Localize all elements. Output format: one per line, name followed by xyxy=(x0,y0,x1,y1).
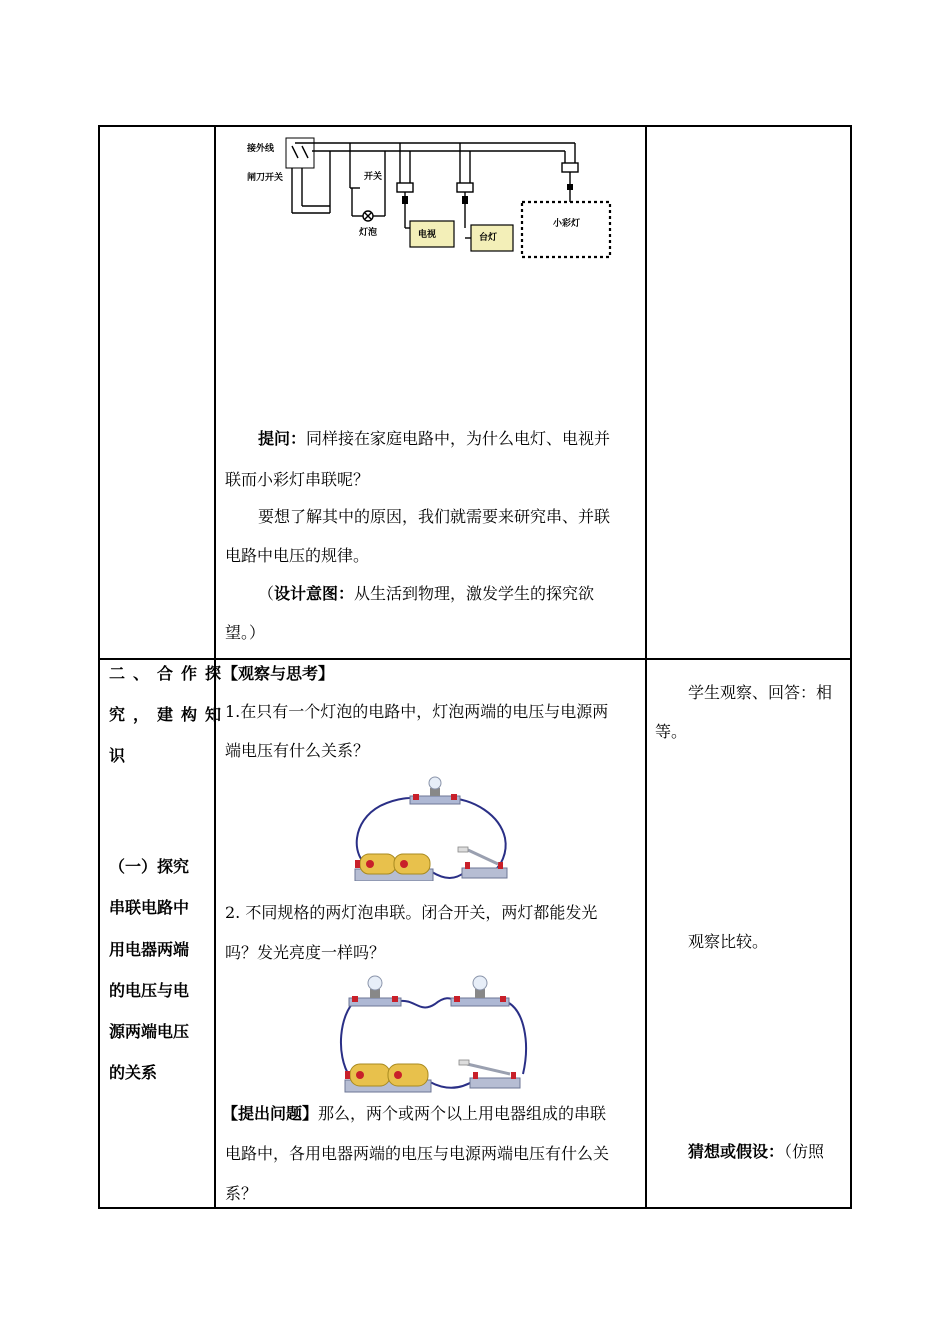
ask-question-line-1: 那么，两个或两个以上用电器组成的串联 xyxy=(318,1104,607,1123)
subsection-line-2: 串联电路中 xyxy=(109,898,190,917)
hypothesis-text: （仿照 xyxy=(784,1142,825,1161)
subsection-line-6: 的关系 xyxy=(109,1063,158,1082)
label-tv: 电视 xyxy=(418,230,437,240)
observe-heading: 【观察与思考】 xyxy=(222,664,335,683)
question-2-line-1: 2. 不同规格的两灯泡串联。闭合开关，两灯都能发光 xyxy=(225,903,598,922)
design-intent-paragraph xyxy=(258,584,594,604)
two-bulb-series-circuit xyxy=(335,974,535,1094)
ask-question-line-2: 电路中，各用电器两端的电压与电源两端电压有什么关 xyxy=(225,1144,610,1163)
question-1-line-1: 1.在只有一个灯泡的电路中，灯泡两端的电压与电源两 xyxy=(225,702,609,721)
design-open-paren: （ xyxy=(258,584,275,603)
question-1-line-2: 端电压有什么关系？ xyxy=(225,741,370,760)
ask-question-label: 【提出问题】 xyxy=(222,1104,319,1123)
hypothesis-paragraph xyxy=(688,1142,824,1162)
ask-question-paragraph xyxy=(222,1104,606,1124)
section-title-line-1: 二、合作探 xyxy=(109,664,230,683)
paragraph-line-2: 电路中电压的规律。 xyxy=(225,546,370,565)
column-divider-2 xyxy=(645,127,647,1207)
question-label: 提问： xyxy=(258,429,307,448)
question-2-line-2: 吗？发光亮度一样吗？ xyxy=(225,943,386,962)
row-divider xyxy=(100,658,850,660)
hypothesis-label: 猜想或假设： xyxy=(688,1142,785,1161)
label-outside-line: 接外线 xyxy=(247,144,275,154)
question-line-1: 同样接在家庭电路中，为什么电灯、电视并 xyxy=(306,429,611,448)
subsection-line-3: 用电器两端 xyxy=(109,940,190,959)
section-title-line-3: 识 xyxy=(109,746,126,765)
household-circuit-diagram xyxy=(240,128,620,268)
design-intent-label: 设计意图： xyxy=(274,584,355,603)
label-knife-switch: 闸刀开关 xyxy=(247,173,284,183)
label-desk-lamp: 台灯 xyxy=(479,233,498,243)
observe-compare: 观察比较。 xyxy=(688,932,769,951)
ask-question-line-3: 系？ xyxy=(225,1184,258,1203)
design-intent-line-1: 从生活到物理，激发学生的探究欲 xyxy=(354,584,595,603)
single-bulb-circuit xyxy=(350,776,520,881)
student-answer-line-2: 等。 xyxy=(655,722,688,741)
paragraph-line-1: 要想了解其中的原因，我们就需要来研究串、并联 xyxy=(258,507,611,526)
question-line-2: 联而小彩灯串联呢？ xyxy=(225,470,370,489)
subsection-line-4: 的电压与电 xyxy=(109,981,190,1000)
label-switch: 开关 xyxy=(364,172,383,182)
student-answer-line-1: 学生观察、回答：相 xyxy=(688,683,833,702)
question-paragraph xyxy=(258,429,610,449)
subsection-line-1: （一）探究 xyxy=(109,857,190,876)
label-small-lights: 小彩灯 xyxy=(553,219,581,229)
design-intent-line-2: 望。） xyxy=(225,623,266,642)
label-bulb: 灯泡 xyxy=(359,228,378,238)
subsection-line-5: 源两端电压 xyxy=(109,1022,190,1041)
section-title-line-2: 究，建构知 xyxy=(109,705,230,724)
